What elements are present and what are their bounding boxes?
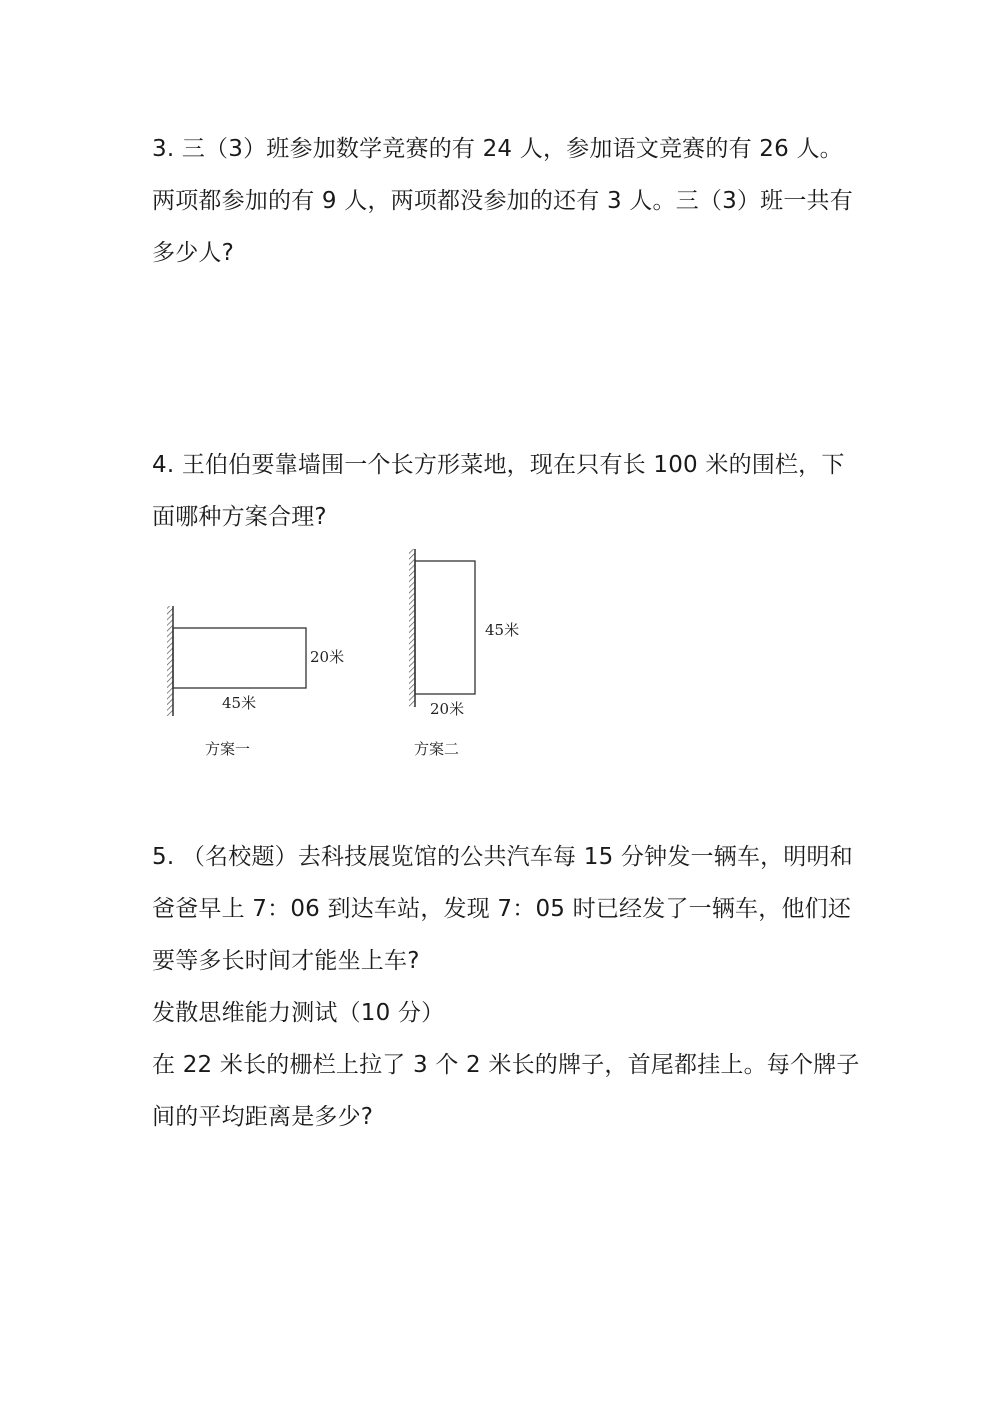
q5-line-2: 爸爸早上 7：06 到达车站，发现 7：05 时已经发了一辆车，他们还 <box>152 896 852 922</box>
q5-line-1: 5. （名校题）去科技展览馆的公共汽车每 15 分钟发一辆车，明明和 <box>152 844 853 870</box>
bonus-line-2: 间的平均距离是多少? <box>152 1104 374 1130</box>
q3-line-2: 两项都参加的有 9 人，两项都没参加的还有 3 人。三（3）班一共有 <box>152 188 853 214</box>
wall-hatch <box>167 606 173 716</box>
plan-1-rectangle <box>173 628 306 688</box>
plan-2-diagram <box>400 545 540 770</box>
plan-1-caption: 方案一 <box>205 740 251 758</box>
q4-line-2: 面哪种方案合理? <box>152 504 327 530</box>
plan-2-rectangle <box>415 561 475 694</box>
plan-2-caption: 方案二 <box>414 740 460 758</box>
plan-1-width-label: 20米 <box>310 648 345 666</box>
q3-line-3: 多少人? <box>152 240 235 266</box>
plan-2-length-label: 45米 <box>485 621 520 639</box>
q5-line-3: 要等多长时间才能坐上车? <box>152 948 420 974</box>
bonus-heading: 发散思维能力测试（10 分） <box>152 1000 445 1026</box>
q4-line-1: 4. 王伯伯要靠墙围一个长方形菜地，现在只有长 100 米的围栏，下 <box>152 452 845 478</box>
plan-1-diagram <box>160 598 360 768</box>
plan-2-width-label: 20米 <box>430 700 465 718</box>
wall-hatch <box>409 549 415 707</box>
plan-1-length-label: 45米 <box>222 694 257 712</box>
q3-line-1: 3. 三（3）班参加数学竞赛的有 24 人，参加语文竞赛的有 26 人。 <box>152 136 843 162</box>
bonus-line-1: 在 22 米长的栅栏上拉了 3 个 2 米长的牌子，首尾都挂上。每个牌子 <box>152 1052 860 1078</box>
